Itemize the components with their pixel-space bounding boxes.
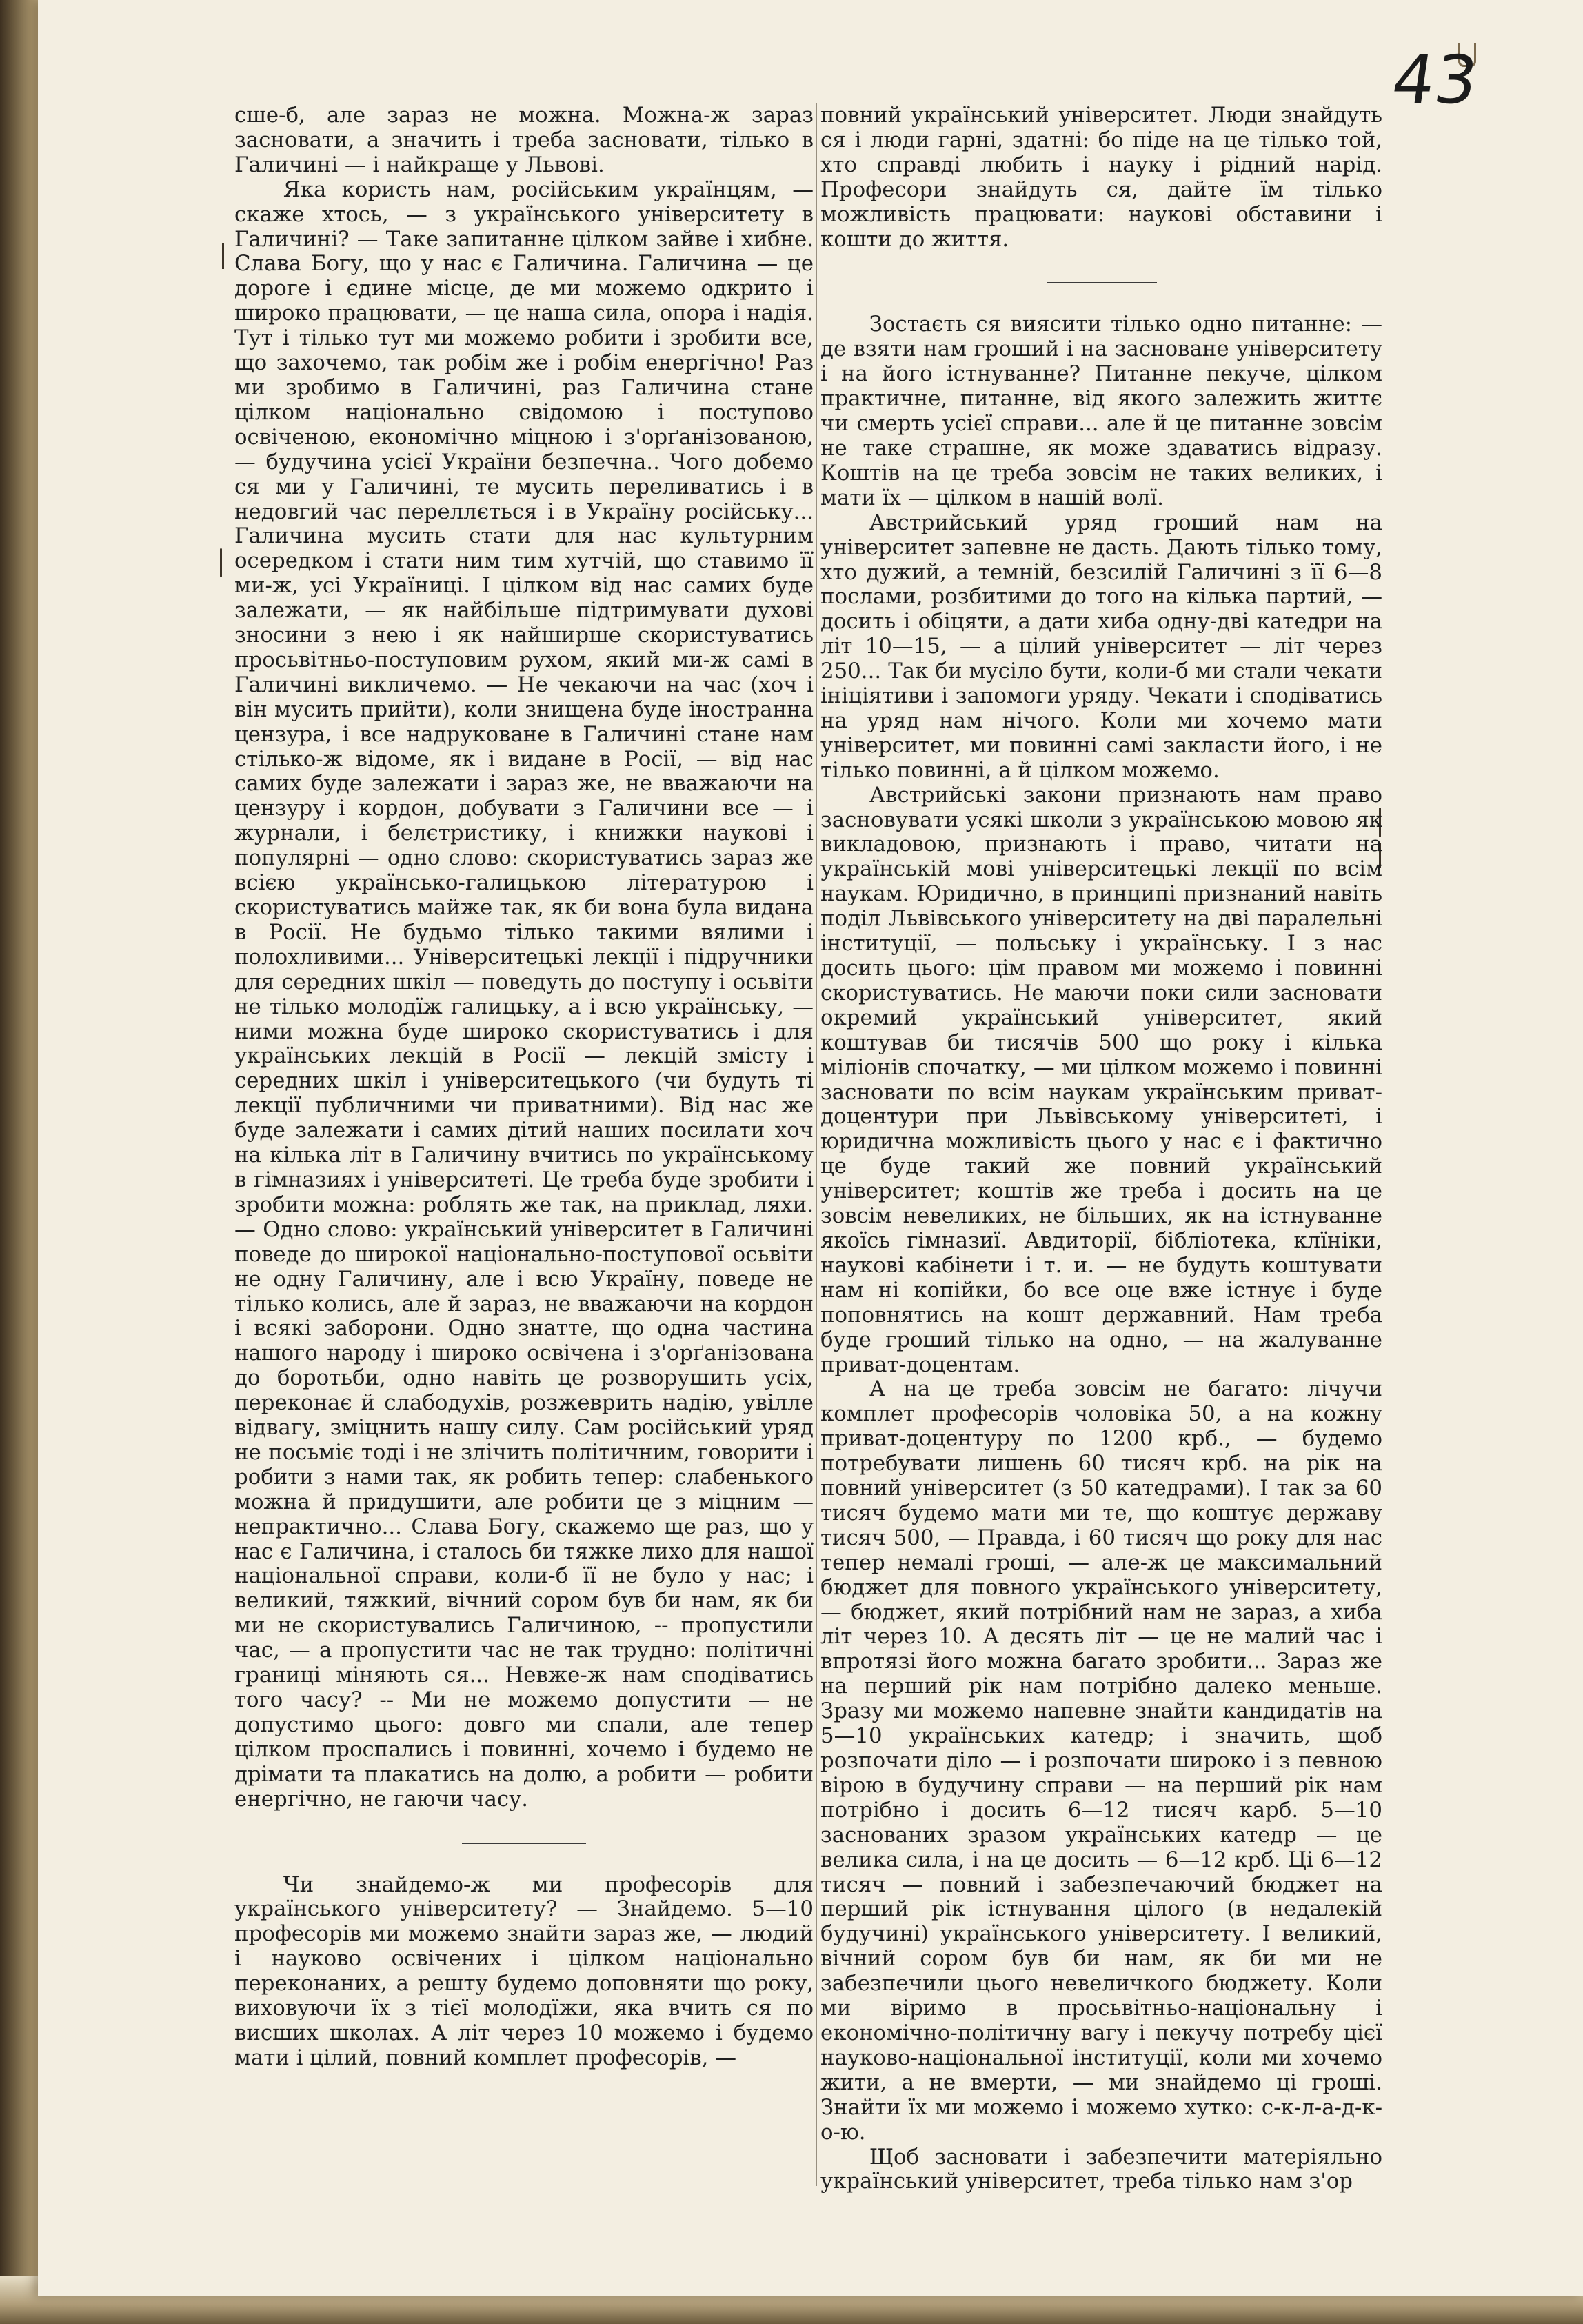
section-separator bbox=[462, 1843, 586, 1844]
paragraph: Чи знайдемо-ж ми професорів для українського університету? — Знайдемо. 5—10 професорів ми можемо знайти зараз же, — людий і науково освічених і цілком національно переконаних, а решту будемо доповняти що року, виховуючи їх з тієї молодїжи, яка вчить ся по висших школах. А літ через 10 можемо і будемо мати і цілий, повний комплет професорів, — bbox=[234, 1872, 814, 2070]
paragraph: А на це треба зовсім не багато: лічучи комплет професорів чоловіка 50, а на кожну приват-доцентуру по 1200 крб., — будемо потребувати лишень 60 тисяч крб. на рік на повний університет (з 50 катедрами). І так за 60 тисяч будемо мати ми те, що коштує державу тисяч 500, — Правда, і 60 тисяч що року для нас тепер немалі гроші, — але-ж це максимальний бюджет для повного українського університету, — бюджет, який потрібний нам не зараз, а хиба літ через 10. А десять літ — це не малий час і впротязі його можна багато зробити... Зараз же на перший рік нам потрібно далеко меньше. Зразу ми можемо напевне знайти кандидатів на 5—10 українських катедр; і значить, щоб розпочати діло — і розпочати широко і з певною вірою в будучину справи — на перший рік нам потрібно і досить 6—12 тисяч карб. 5—10 заснованих зразом українських катедр — це велика сила, і на це досить — 6—12 крб. Ці 6—12 тисяч — повний і забезпечаючий бюджет на перший рік істнування цілого (в недалекій будучині) українського університету. І великий, вічний сором був би нам, як би ми не забезпечили цього невеличкого бюджету. Коли ми віримо в просьвітньо-національну і економічно-політичну вагу і пекучу потребу цієї науково-національної інституції, коли ми хочемо жити, а не вмерти, — ми знайдемо ці гроші. Знайти їх ми можемо і можемо хутко: с-к-л-а-д-к-о-ю. bbox=[820, 1376, 1382, 2145]
column-divider bbox=[816, 103, 817, 2186]
pencil-mark bbox=[220, 548, 222, 577]
paragraph: Австрийський уряд гроший нам на університет запевне не дасть. Дають тілько тому, хто дужий, а темній, безсилій Галичині з її 6—8 послами, розбитими до того на кілька партий, — досить і обіцяти, а дати хиба одну-дві катедри на літ 10—15, — а цілий університет — літ через 250... Так би мусіло бути, коли-б ми стали чекати ініціятиви і запомоги уряду. Чекати і сподіватись на уряд нам нічого. Коли ми хочемо мати університет, ми повинні самі закласти його, і не тілько повинні, а й цілком можемо. bbox=[820, 510, 1382, 783]
handwritten-page-number: 43 bbox=[1387, 41, 1483, 119]
pencil-mark bbox=[222, 243, 224, 269]
paragraph: сше-б, але зараз не можна. Можна-ж зараз засновати, а значить і треба засновати, тілько в Галичині — і найкраще у Львові. bbox=[234, 103, 814, 177]
paragraph: Зостаєть ся виясити тілько одно питанне: — де взяти нам гроший і на засноване університету і на його істнуванне? Питанне пекуче, цілком практичне, питанне, від якого залежить життє чи смерть усієї справи... але й це питанне зовсім не таке страшне, як може здаватись відразу. Коштів на це треба зовсім не таких великих, і мати їх — цілком в нашій волї. bbox=[820, 312, 1382, 510]
paragraph: Яка користь нам, російським українцям, — скаже хтось, — з українського університету в Галичині? — Таке запитанне цілком зайве і хибне. Слава Богу, що у нас є Галичина. Галичина — це дороге і єдине місце, де ми можемо одкрито і широко працювати, — це наша сила, опора і надія. Тут і тілько тут ми можемо робити і зробити все, що захочемо, так робім же і робім енергічно! Раз ми зробимо в Галичині, раз Галичина стане цілком національно свідомою і поступово освіченою, економічно міцною і з'орґанізованою, — будучина усієї України безпечна.. Чого добемо ся ми у Галичині, те мусить переливатись і в недовгий час переллється і в Україну російську... Галичина мусить стати для нас культурним осередком і стати ним тим хутчій, що ставимо її ми-ж, усі Україниці. І цілком від нас самих буде залежати, — як найбільше підтримувати духові зносини з нею і як найширше скористуватись просьвітньо-поступовим рухом, який ми-ж самі в Галичині викличемо. — Не чекаючи на час (хоч і він мусить прийти), коли знищена буде іностранна цензура, і все надруковане в Галичині стане нам стілько-ж відоме, як і видане в Росії, — від нас самих буде залежати і зараз же, не вважаючи на цензуру і кордон, добувати з Галичини все — і журнали, і белєтристику, і книжки наукові і популярні — одно слово: скористуватись зараз же всією українсько-галицькою літературою і скористуватись майже так, як би вона була видана в Росії. Не будьмо тілько такими вялими і полохливими... Університецькі лекції і підручники для середних шкіл — поведуть до поступу і осьвіти не тілько молодїж галицьку, а і всю українську, — ними можна буде широко скористуватись і для українських лекцій в Росії — лекцій змісту і середних шкіл і університецького (чи будуть ті лекції публичними чи приватними). Від нас же буде залежати і самих дітий наших посилати хоч на кілька літ в Галичину вчитись по українському в гімназиях і університеті. Це треба буде зробити і зробити можна: роблять же так, на приклад, ляхи. — Одно слово: український університет в Галичині поведе до широкої національно-поступової осьвіти не одну Галичину, але і всю Україну, поведе не тілько колись, але й зараз, не вважаючи на кордон і всякі заборони. Одно знатте, що одна частина нашого народу і широко освічена і з'орґанізована до боротьби, одно навіть це розворушить усіх, переконає й слабодухів, розжеврить надію, увілле відвагу, зміцнить нашу силу. Сам російський уряд не посьміє тоді і не злічить політичним, говорити і робити з нами так, як робить тепер: слабенького можна й придушити, але робити це з міцним — непрактично... Слава Богу, скажемо ще раз, що у нас є Галичина, і сталось би тяжке лихо для нашої національної справи, коли-б її не було у нас; і великий, тяжкий, вічний сором був би нам, як би ми не скористувались Галичиною, -- пропустили час, — а пропустити час не так трудно: політичні границі міняють ся... Невже-ж нам сподіватись того часу? -- Ми не можемо допустити — не допустимо цього: довго ми спали, але тепер цілком проспались і повинні, хочемо і будемо не дрімати та плакатись на долю, а робити — робити енергічно, не гаючи часу. bbox=[234, 177, 814, 1812]
paragraph: повний український університет. Люди знайдуть ся і люди гарні, здатні: бо піде на це тілько той, хто справді любить і науку і рідний нарід. Професори знайдуть ся, дайте їм тілько можливість працювати: наукові обставини і кошти до життя. bbox=[820, 103, 1382, 252]
paragraph: Щоб засновати і забезпечити матеріяльно український університет, треба тілько нам з'ор bbox=[820, 2144, 1382, 2194]
right-text-column bbox=[820, 103, 1382, 2194]
section-separator bbox=[1047, 282, 1157, 283]
paragraph: Австрийські закони признають нам право засновувати усякі школи з українською мовою як викладовою, признають і право, читати на українській мові університецькі лекції по всім наукам. Юридично, в принципі признаний навіть поділ Львівського університету на дві паралельні інституції, — польську і українську. І з нас досить цього: цім правом ми можемо і повинні скористуватись. Не маючи поки сили засновати окремий український університет, який коштував би тисячів 500 що року і кілька міліонів спочатку, — ми цілком можемо і повинні засновати по всім наукам українським приват-доцентури при Львівському університеті, і юридична можливість цього у нас є і фактично це буде такий же повний український університет; коштів же треба і досить на це зовсім невеликих, не більших, як на істнуванне якоїсь гімназиї. Авдиторії, бібліотека, клїніки, наукові кабінети і т. и. — не будуть коштувати нам ні копійки, бо все оце вже істнує і буде поповнятись на кошт державний. Нам треба буде гроший тілько на одно, — на жалуванне приват-доцентам. bbox=[820, 782, 1382, 1377]
left-text-column bbox=[234, 103, 814, 2071]
